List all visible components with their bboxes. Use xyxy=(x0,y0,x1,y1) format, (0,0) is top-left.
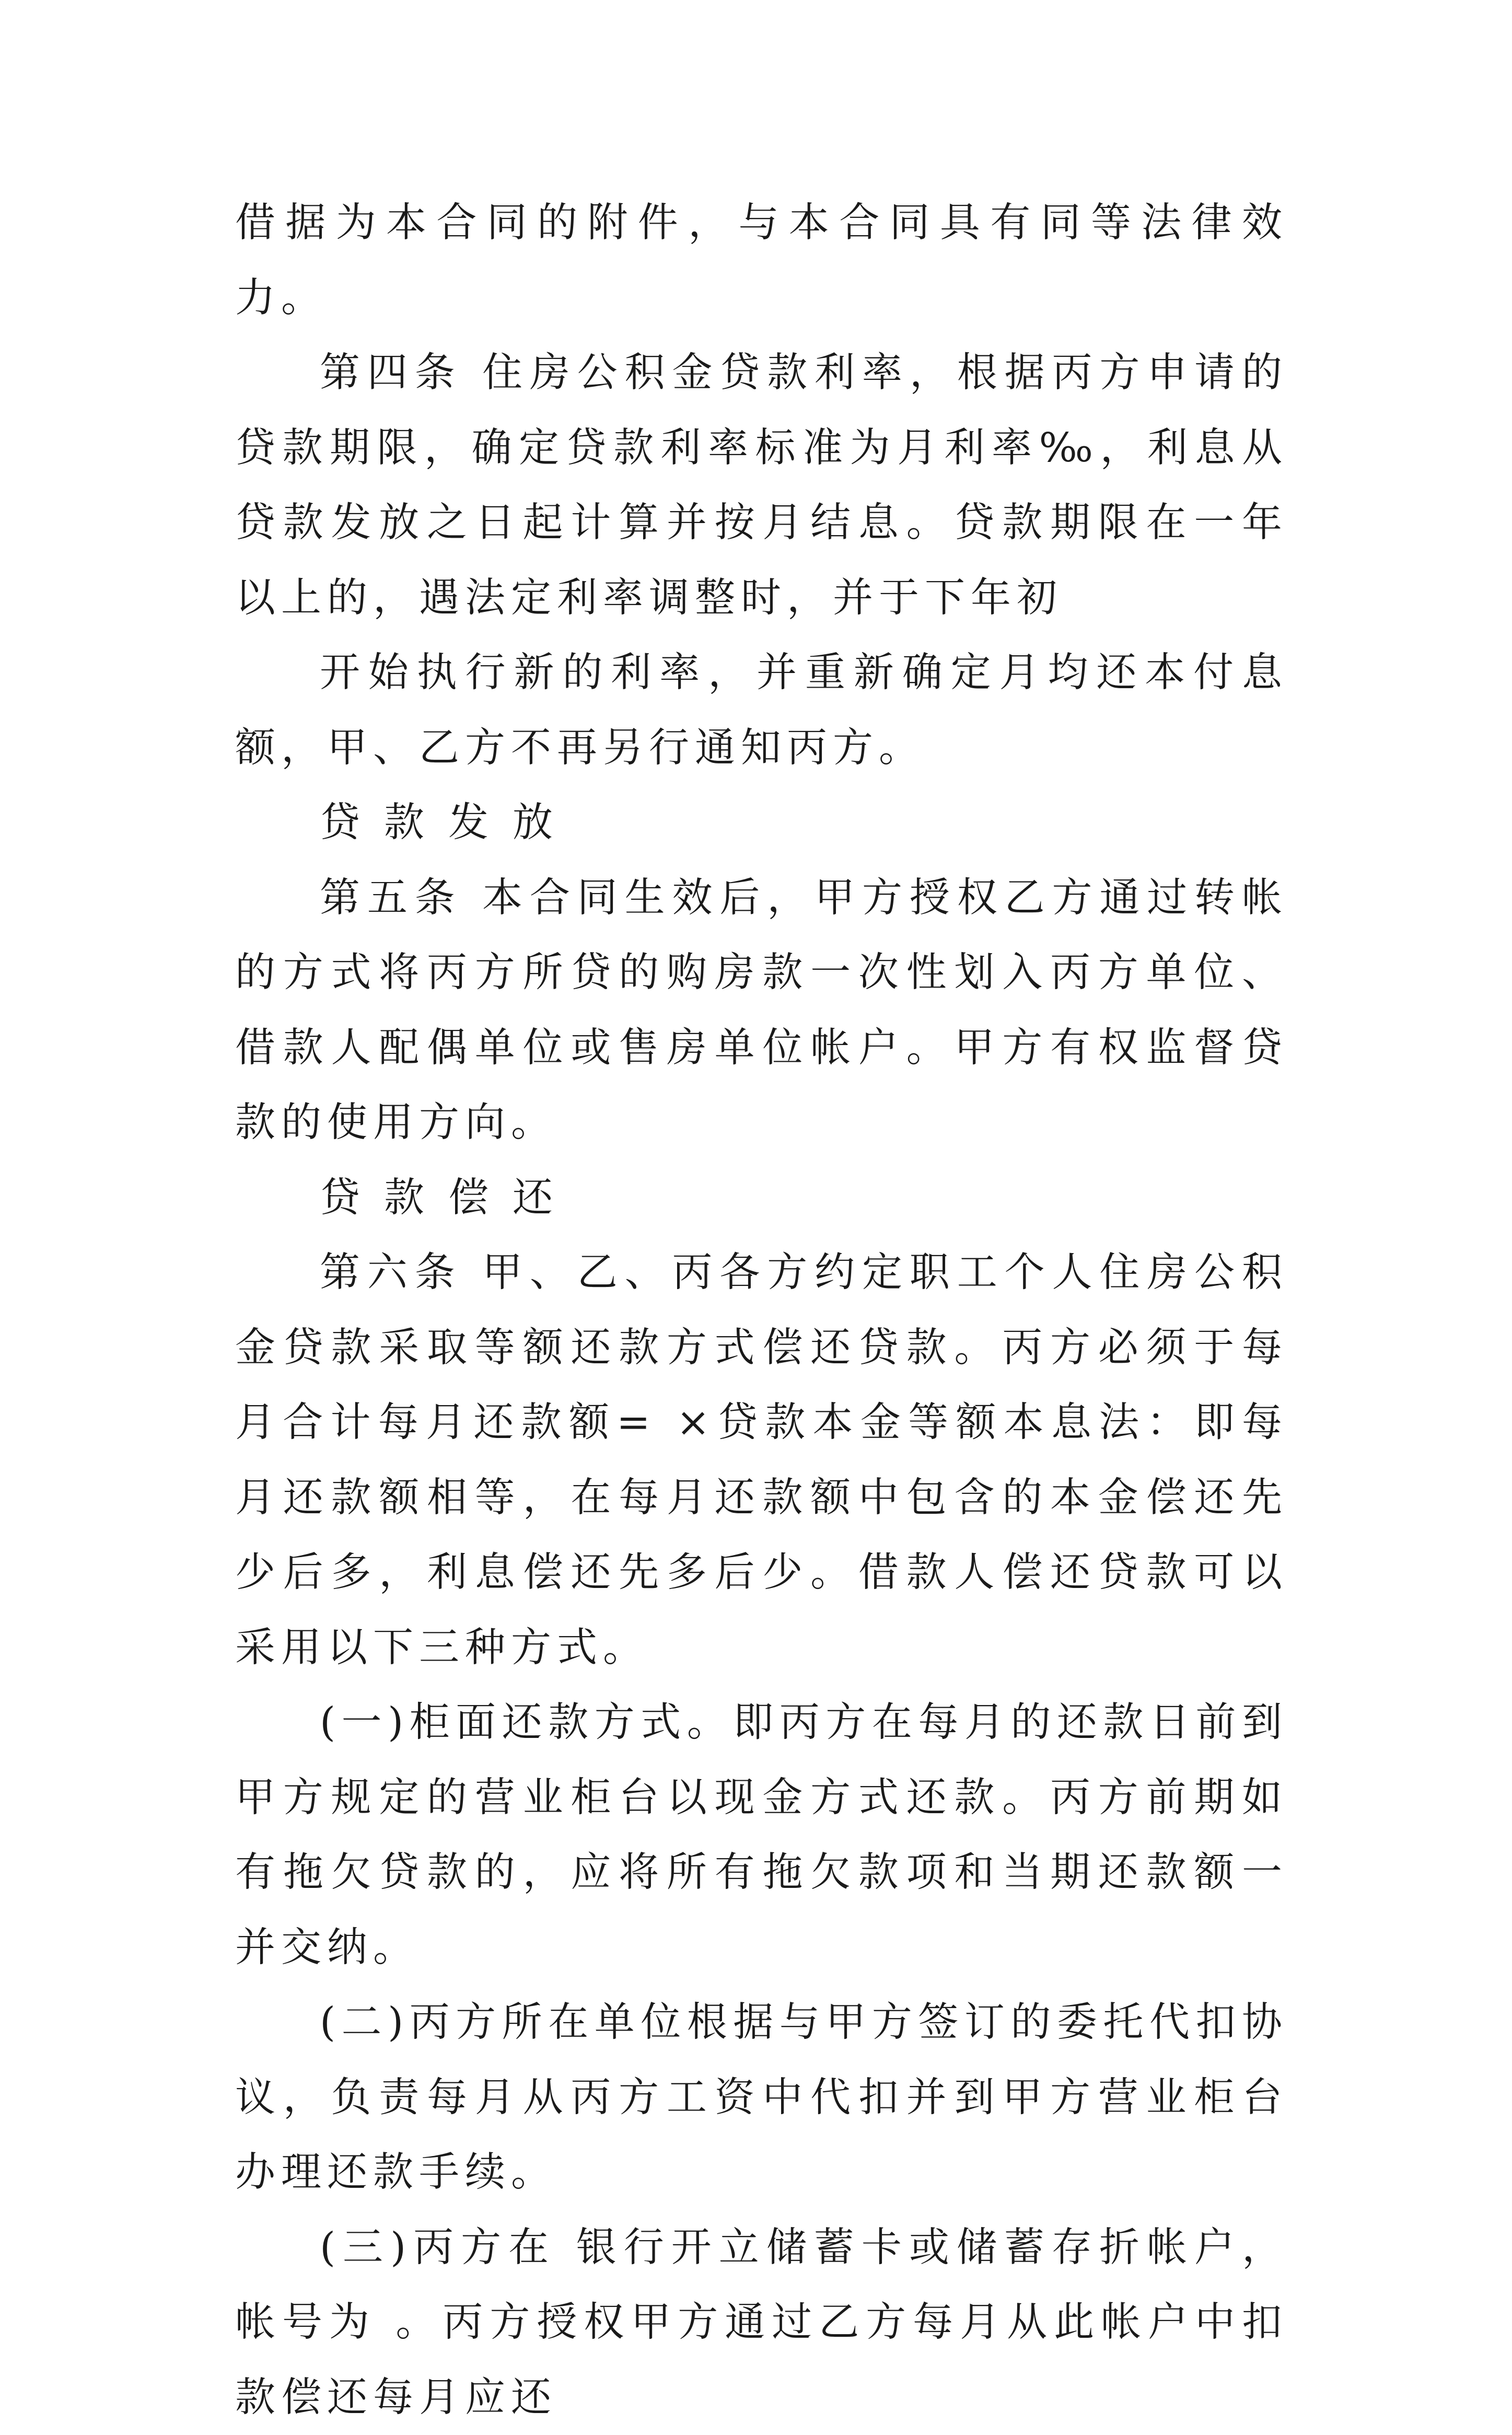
section-heading-loan-disbursement: 贷款发放 xyxy=(235,785,1288,861)
section-heading-loan-repayment: 贷款偿还 xyxy=(235,1161,1288,1236)
paragraph-attachment-note: 借据为本合同的附件，与本合同具有同等法律效力。 xyxy=(235,185,1288,335)
document-body xyxy=(235,185,1288,2435)
paragraph-article-5: 第五条 本合同生效后，甲方授权乙方通过转帐的方式将丙方所贷的购房款一次性划入丙方单位、借款人配偶单位或售房单位帐户。甲方有权监督贷款的使用方向。 xyxy=(235,861,1288,1161)
paragraph-repayment-method-2: (二)丙方所在单位根据与甲方签订的委托代扣协议，负责每月从丙方工资中代扣并到甲方营业柜台办理还款手续。 xyxy=(235,1985,1288,2210)
paragraph-repayment-method-1: (一)柜面还款方式。即丙方在每月的还款日前到甲方规定的营业柜台以现金方式还款。丙方前期如有拖欠贷款的，应将所有拖欠款项和当期还款额一并交纳。 xyxy=(235,1685,1288,1985)
paragraph-article-6: 第六条 甲、乙、丙各方约定职工个人住房公积金贷款采取等额还款方式偿还贷款。丙方必须于每月合计每月还款额= ×贷款本金等额本息法：即每月还款额相等，在每月还款额中包含的本金偿还先少后多，利息偿还先多后少。借款人偿还贷款可以采用以下三种方式。 xyxy=(235,1235,1288,1685)
paragraph-article-4: 第四条 住房公积金贷款利率，根据丙方申请的贷款期限，确定贷款利率标准为月利率‰，利息从贷款发放之日起计算并按月结息。贷款期限在一年以上的，遇法定利率调整时，并于下年初 xyxy=(235,335,1288,635)
paragraph-article-4-continued: 开始执行新的利率，并重新确定月均还本付息额，甲、乙方不再另行通知丙方。 xyxy=(235,635,1288,785)
paragraph-repayment-method-3: (三)丙方在 银行开立储蓄卡或储蓄存折帐户，帐号为 。丙方授权甲方通过乙方每月从此帐户中扣款偿还每月应还 xyxy=(235,2210,1288,2435)
